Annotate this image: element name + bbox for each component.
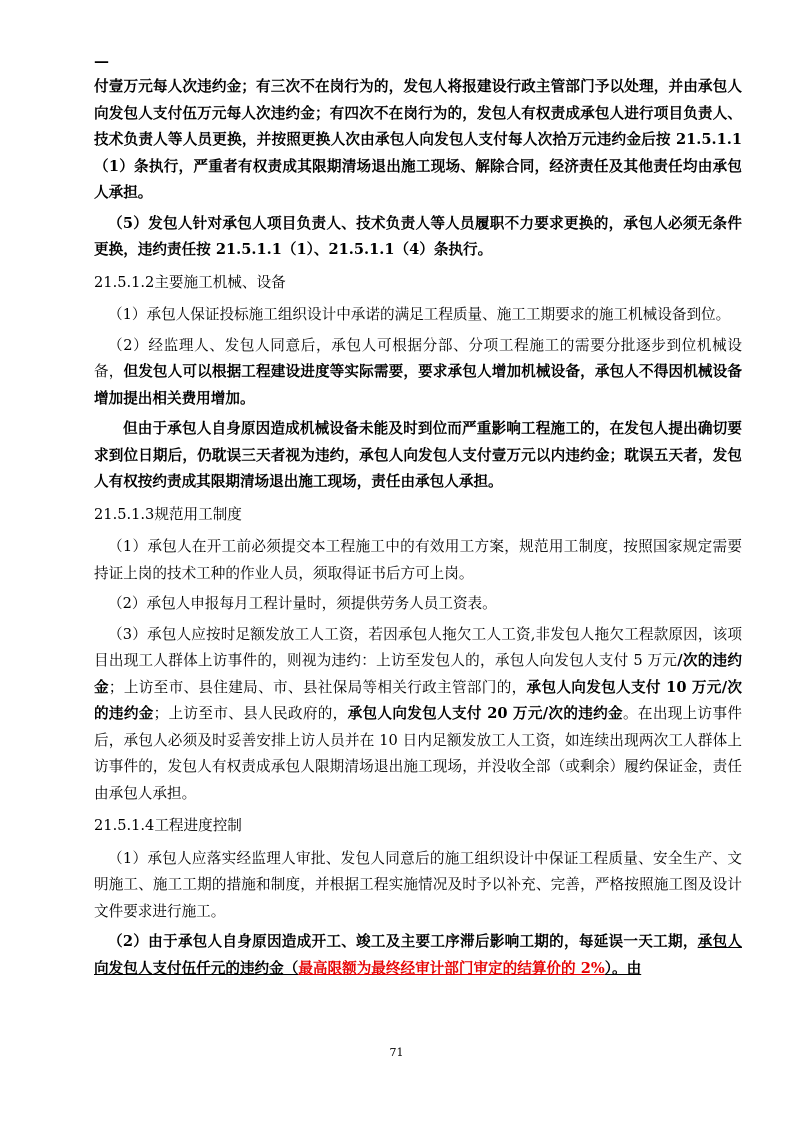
machinery-2-bold-text: 但发包人可以根据工程建设进度等实际需要，要求承包人增加机械设备，承包人不得因机械设备增加提出相关费用增加。 — [94, 363, 742, 407]
paragraph-machinery-1: （1）承包人保证投标施工组织设计中承诺的满足工程质量、施工工期要求的施工机械设备到位。 — [108, 306, 731, 323]
labor-3-text-d: 承包人向发包人支付 10 万元/次的违约金 — [94, 678, 742, 722]
section-heading-labor: 21.5.1.3规范用工制度 — [94, 505, 242, 523]
progress-2-text-b: 承包人向发包人支付伍仟元的违约金（ — [94, 933, 742, 977]
labor-3-text-g: 。在出现上访事件后，承包人必须及时妥善安排上访人员并在 10 日内足额发放工人工资，如连续出现两次工人群体上访事件的，发包人有权责成承包人限期清场退出施工现场，并没收全部（或剩余）履约保证金，责任由承包人承担。 — [94, 705, 742, 802]
machinery-2-normal-text: （2）经监理人、发包人同意后，承包人可根据分部、分项工程施工的需要分批逐步到位机械设备， — [94, 336, 742, 380]
paragraph-machinery-2 — [94, 333, 742, 413]
paragraph-progress-1: （1）承包人应落实经监理人审批、发包人同意后的施工组织设计中保证工程质量、安全生产、文明施工、施工工期的措施和制度，并根据工程实施情况及时予以补充、完善，严格按照施工图及设计文件要求进行施工。 — [94, 849, 742, 920]
page-content — [94, 74, 742, 982]
labor-3-text-b: /次的违约金 — [94, 652, 742, 696]
labor-3-text-a: （3）承包人应按时足额发放工人工资，若因承包人拖欠工人工资,非发包人拖欠工程款原因，该项目出现工人群体上访事件的，则视为违约：上访至发包人的，承包人向发包人支付 5 万元 — [94, 625, 742, 669]
paragraph-labor-3 — [94, 622, 742, 808]
labor-3-text-f: 承包人向发包人支付 20 万元/次的违约金 — [347, 705, 623, 722]
section-heading-progress: 21.5.1.4工程进度控制 — [94, 817, 242, 834]
section-heading-machinery: 21.5.1.2主要施工机械、设备 — [94, 273, 286, 291]
labor-3-text-e: ；上访至市、县人民政府的， — [153, 705, 348, 722]
paragraph-machinery-delay: 但由于承包人自身原因造成机械设备未能及时到位而严重影响工程施工的，在发包人提出确切要求到位日期后，仍耽误三天者视为违约，承包人向发包人支付壹万元以内违约金；耽误五天者，发包人有权按约责成其限期清场退出施工现场，责任由承包人承担。 — [94, 420, 742, 490]
page-number: 71 — [389, 1046, 404, 1059]
paragraph-labor-2: （2）承包人申报每月工程计量时，须提供劳务人员工资表。 — [108, 595, 497, 612]
paragraph-penalty-continuation: 付壹万元每人次违约金；有三次不在岗行为的，发包人将报建设行政主管部门予以处理，并由承包人向发包人支付伍万元每人次违约金；有四次不在岗行为的，发包人有权责成承包人进行项目负责人、技术负责人等人员更换，并按照更换人次由承包人向发包人支付每人次拾万元违约金后按 21.5.1.1（1）条执行，严重者有权责成其限期清场退出施工现场、解除合同，经济责任及其他责任均由承包人承担。 — [94, 78, 742, 201]
progress-2-text-a: （2）由于承包人自身原因造成开工、竣工及主要工序滞后影响工期的，每延误一天工期， — [108, 933, 698, 950]
progress-2-text-d: ）。由 — [604, 959, 642, 977]
paragraph-progress-2 — [94, 929, 742, 982]
paragraph-clause-5: （5）发包人针对承包人项目负责人、技术负责人等人员履职不力要求更换的，承包人必须无条件更换，违约责任按 21.5.1.1（1）、21.5.1.1（4）条执行。 — [94, 214, 742, 258]
top-mark: — — [94, 52, 109, 70]
progress-2-red-text: 最高限额为最终经审计部门审定的结算价的 2% — [298, 959, 605, 977]
labor-3-text-c: ；上访至市、县住建局、市、县社保局等相关行政主管部门的， — [108, 678, 527, 696]
paragraph-labor-1: （1）承包人在开工前必须提交本工程施工中的有效用工方案，规范用工制度，按照国家规定需要持证上岗的技术工种的作业人员，须取得证书后方可上岗。 — [94, 538, 742, 582]
